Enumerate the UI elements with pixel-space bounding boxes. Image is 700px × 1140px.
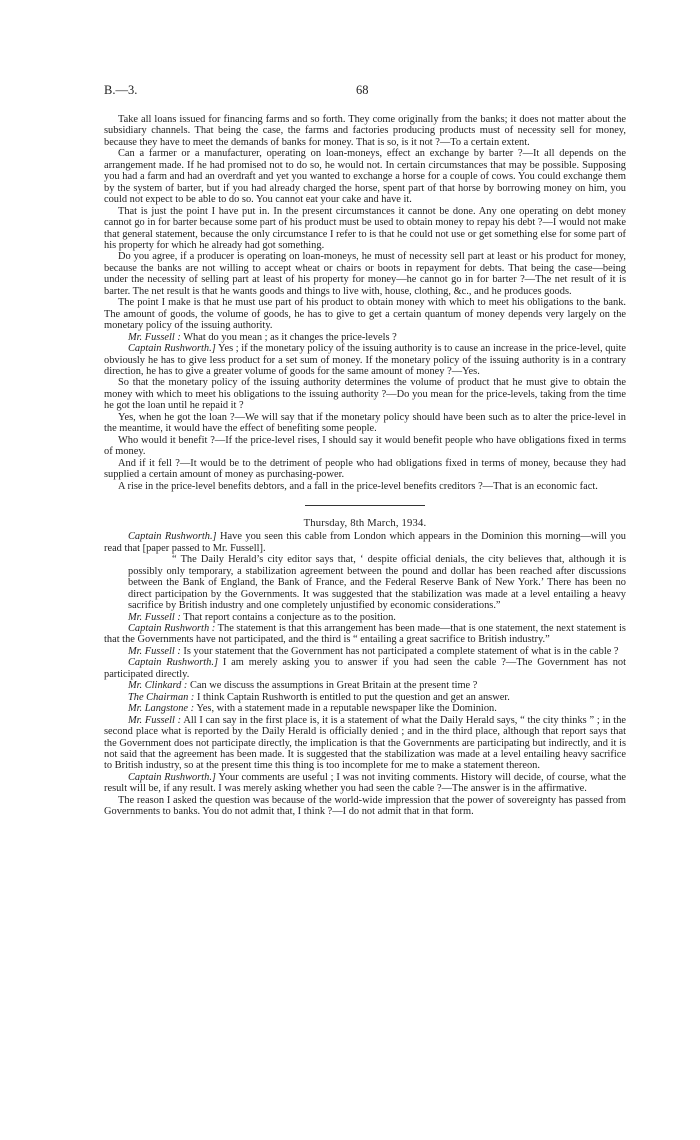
paragraph	[104, 715, 626, 772]
paragraph	[104, 297, 626, 331]
paragraph	[104, 377, 626, 411]
speaker-label: Mr. Fussell :	[128, 645, 181, 657]
speaker-label: Captain Rushworth.]	[128, 771, 216, 783]
paragraph	[104, 332, 626, 343]
paragraph-text: Yes, with a statement made in a reputable newspaper like the Dominion.	[194, 703, 497, 715]
paragraph-text: Yes ; if the monetary policy of the issuing authority is to cause an increase in the price-level, quite obviously he has to give less product for a set sum of money. If the monetary policy of the issuing authority is in a contrary direction, he has to give a greater volume of goods for the same amount of money ?—Yes.	[104, 343, 626, 377]
paragraph-text: I am merely asking you to answer if you had seen the cable ?—The Government has not participated directly.	[104, 657, 626, 680]
document-reference: B.—3.	[104, 83, 138, 97]
paragraph	[104, 554, 626, 611]
speaker-label: Captain Rushworth.]	[128, 531, 217, 543]
paragraph	[104, 114, 626, 148]
paragraph-text: All I can say in the first place is, it is a statement of what the Daily Herald says, “ the city thinks ” ; in the second place what is reported by the Daily Herald is officially denied ; and in the third place, although that report says that the Government does not participate directly, the implication is that the Governments are participating but indirectly, and it is not said that the agreement has been made. It is suggested that the stabilization was made at a level entailing heavy sacrifice to British industry, so at the present time this thing is too incomplete for me to make a statement thereon.	[104, 714, 626, 772]
paragraph-text: Who would it benefit ?—If the price-level rises, I should say it would benefit people who have obligations fixed in terms of money.	[104, 434, 626, 458]
testimony-part-2	[104, 531, 626, 817]
paragraph-text: Do you agree, if a producer is operating on loan-moneys, he must of necessity sell part at least or his product for money, because the banks are not willing to accept wheat or chairs or boots in repayment for debts. That being the case—being under the necessity of selling part at least of his property for money—he cannot go in for barter ?—The net result of it is barter. The net result is that he wants goods and things to live with, house, clothing, &c., and he produces goods.	[104, 251, 626, 297]
speaker-label: Mr. Fussell :	[128, 714, 182, 726]
paragraph	[104, 148, 626, 205]
speaker-label: Captain Rushworth.]	[128, 343, 216, 355]
paragraph	[104, 680, 626, 691]
paragraph	[104, 531, 626, 554]
speaker-label: Mr. Fussell :	[128, 331, 181, 343]
paragraph-text: The point I make is that he must use part of his product to obtain money with which to meet his obligations to the bank. The amount of goods, the volume of goods, he has to give to get a certain quantum of money depends very largely on the monetary policy of the issuing authority.	[104, 297, 626, 332]
paragraph	[104, 646, 626, 657]
paragraph	[104, 623, 626, 646]
paragraph-text: Have you seen this cable from London which appears in the Dominion this morning—will you read that [paper passed to Mr. Fussell].	[104, 531, 626, 554]
paragraph-text: Your comments are useful ; I was not inviting comments. History will decide, of course, what the result will be, if any result. I was merely asking whether you had seen the cable ?—The answer is in the affirmative.	[104, 771, 626, 795]
speaker-label: Captain Rushworth :	[128, 623, 216, 635]
paragraph-text: Take all loans issued for financing farms and so forth. They come originally from the banks; it does not matter about the subsidiary channels. That being the case, the farms and factories producing products must of necessity sell for money, because they have to meet the demands of banks for money. That is so, is it not ?—To a certain extent.	[104, 114, 626, 148]
paragraph-text: And if it fell ?—It would be to the detriment of people who had obligations fixed in terms of money, because they had supplied a certain amount of money as purchasing-power.	[104, 457, 626, 481]
paragraph	[104, 412, 626, 435]
paragraph-text: Can we discuss the assumptions in Great Britain at the present time ?	[187, 680, 478, 692]
page-number: 68	[356, 83, 369, 97]
paragraph	[104, 481, 626, 492]
paragraph-text: A rise in the price-level benefits debtors, and a fall in the price-level benefits creditors ?—That is an economic fact.	[118, 480, 598, 492]
page-body	[104, 114, 626, 818]
paragraph	[104, 343, 626, 377]
paragraph-text: Can a farmer or a manufacturer, operating on loan-moneys, effect an exchange by barter ?—It all depends on the arrangement made. If he had promised not to do so, he would not. In certain circumstances that may be possible. Supposing you had a farm and had an overdraft and yet you wanted to exchange a horse for a couple of cows. You could exchange them by the system of barter, but if you had already charged the horse, spent part of that horse by borrowing money on him, you could not expect to be able to do so. You cannot eat your cake and have it.	[104, 148, 626, 206]
paragraph-text: “ The Daily Herald’s city editor says that, ‘ despite official denials, the city believes that, although it is possibly only temporary, a stabilization agreement between the pound and dollar has been reached after discussions between the Bank of England, the Bank of France, and the Federal Reserve Bank of New York.’ There has been no direct participation by the Governments. It was suggested that the stabilization was made at a level entailing a heavy sacrifice by British industry and one completely unjustified by economic considerations.”	[128, 554, 626, 612]
paragraph	[104, 703, 626, 714]
date-heading: Thursday, 8th March, 1934.	[303, 517, 427, 529]
paragraph-text: Is your statement that the Government has not participated a complete statement of what is in the cable ?	[180, 645, 619, 657]
testimony-part-1	[104, 114, 626, 492]
speaker-label: Captain Rushworth.]	[128, 657, 219, 669]
paragraph	[104, 435, 626, 458]
paragraph-text: That report contains a conjecture as to the position.	[180, 611, 396, 623]
page-header	[0, 83, 700, 99]
paragraph	[104, 458, 626, 481]
paragraph-text: The statement is that this arrangement has been made—that is one statement, the next statement is that the Governments have not participated, and the third is “ entailing a great sacrifice to British industry.”	[104, 623, 626, 646]
paragraph	[104, 657, 626, 680]
paragraph-text: What do you mean ; as it changes the price-levels ?	[180, 331, 397, 343]
paragraph-text: I think Captain Rushworth is entitled to put the question and get an answer.	[194, 691, 510, 703]
paragraph-text: That is just the point I have put in. In the present circumstances it cannot be done. Any one operating on debt money cannot go in for barter because some part of his product must be used to obtain money to repay his debt ?—I would not make that general statement, because the only circumstance I refer to is that he could not use or get something else for some part of his property for which he already had got something.	[104, 205, 626, 251]
speaker-label: The Chairman :	[128, 691, 195, 703]
paragraph	[104, 206, 626, 252]
speaker-label: Mr. Langstone :	[128, 703, 195, 715]
section-divider	[305, 505, 425, 506]
paragraph	[104, 772, 626, 795]
speaker-label: Mr. Fussell :	[128, 611, 181, 623]
paragraph-text: The reason I asked the question was because of the world-wide impression that the power of sovereignty has passed from Governments to banks. You do not admit that, I think ?—I do not admit that in that form.	[104, 794, 626, 818]
paragraph	[104, 612, 626, 623]
paragraph	[104, 251, 626, 297]
paragraph-text: So that the monetary policy of the issuing authority determines the volume of product that he must give to obtain the money with which to meet his obligations to the issuing authority ?—Do you mean for the price-levels, taking from the time he got the loan until he repaid it ?	[104, 377, 626, 412]
paragraph	[104, 692, 626, 703]
paragraph-text: Yes, when he got the loan ?—We will say that if the monetary policy should have been such as to alter the price-level in the meantime, it would have the effect of benefiting some people.	[104, 411, 626, 435]
speaker-label: Mr. Clinkard :	[128, 680, 188, 692]
paragraph	[104, 795, 626, 818]
